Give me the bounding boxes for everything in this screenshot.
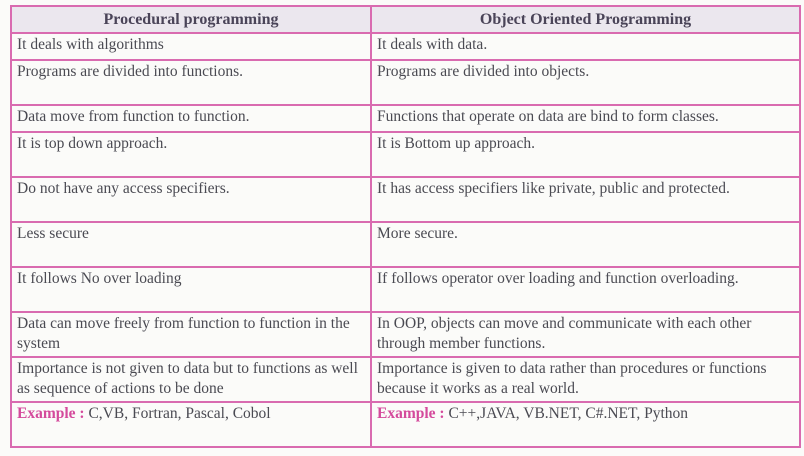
cell-procedural-example: [11, 402, 371, 447]
cell-oop: It has access specifiers like private, public and protected.: [371, 177, 800, 222]
header-row: [11, 6, 800, 33]
header-oop: Object Oriented Programming: [371, 6, 800, 33]
cell-oop: More secure.: [371, 222, 800, 267]
table-row: [11, 33, 800, 60]
comparison-table: [10, 5, 801, 448]
table-row: [11, 132, 800, 177]
table-row: [11, 105, 800, 132]
cell-procedural: Less secure: [11, 222, 371, 267]
table-row: [11, 177, 800, 222]
table-row: [11, 357, 800, 402]
cell-oop: Importance is given to data rather than procedures or functions because it works as a real world.: [371, 357, 800, 402]
cell-procedural: It follows No over loading: [11, 267, 371, 312]
cell-procedural: It is top down approach.: [11, 132, 371, 177]
cell-oop: It is Bottom up approach.: [371, 132, 800, 177]
table-row: [11, 267, 800, 312]
cell-procedural: Data can move freely from function to function in the system: [11, 312, 371, 357]
cell-procedural: Importance is not given to data but to functions as well as sequence of actions to be done: [11, 357, 371, 402]
example-languages: C++,JAVA, VB.NET, C#.NET, Python: [444, 405, 689, 422]
cell-procedural: Data move from function to function.: [11, 105, 371, 132]
example-label: Example :: [17, 405, 85, 422]
cell-oop: Functions that operate on data are bind to form classes.: [371, 105, 800, 132]
cell-procedural: It deals with algorithms: [11, 33, 371, 60]
table-row: [11, 60, 800, 105]
table-row: [11, 222, 800, 267]
cell-procedural: Programs are divided into functions.: [11, 60, 371, 105]
example-row: [11, 402, 800, 447]
cell-oop: It deals with data.: [371, 33, 800, 60]
table-row: [11, 312, 800, 357]
cell-oop: Programs are divided into objects.: [371, 60, 800, 105]
example-label: Example :: [377, 405, 445, 422]
cell-oop: If follows operator over loading and function overloading.: [371, 267, 800, 312]
header-procedural: Procedural programming: [11, 6, 371, 33]
example-languages: C,VB, Fortran, Pascal, Cobol: [84, 405, 271, 422]
cell-procedural: Do not have any access specifiers.: [11, 177, 371, 222]
cell-oop: In OOP, objects can move and communicate with each other through member functions.: [371, 312, 800, 357]
cell-oop-example: [371, 402, 800, 447]
